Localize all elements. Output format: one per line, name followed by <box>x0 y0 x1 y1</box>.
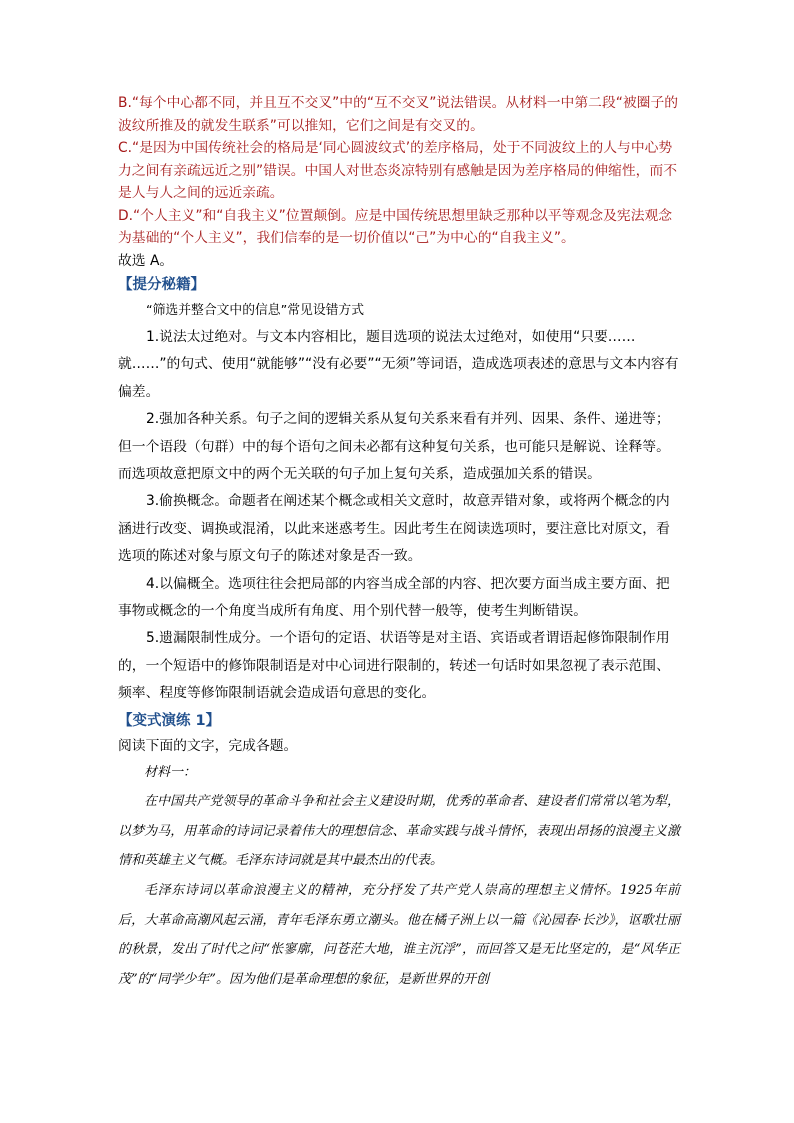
tip-item-partial: 4.以偏概全。选项往往会把局部的内容当成全部的内容、把次要方面当成主要方面、把事物或概念的一个角度当成所有角度、用个别代替一般等，使考生判断错误。 <box>118 575 670 620</box>
answer-analysis <box>118 92 680 250</box>
tip-item-modifier: 5.遗漏限制性成分。一个语句的定语、状语等是对主语、宾语或者谓语起修饰限制作用的，一个短语中的修饰限制语是对中心词进行限制的，转述一句话时如果忽视了表示范围、频率、程度等修饰限制语就会造成语句意思的变化。 <box>118 630 670 702</box>
material-label: 材料一： <box>144 764 197 780</box>
material-paragraph: 在中国共产党领导的革命斗争和社会主义建设时期，优秀的革命者、建设者们常常以笔为犁，以梦为马，用革命的诗词记录着伟大的理想信念、革命实践与战斗情怀，表现出昂扬的浪漫主义激情和英雄主义气概。毛泽东诗词就是其中最杰出的代表。 <box>118 794 680 869</box>
material-one <box>118 758 680 995</box>
tips-section-title: 【提分秘籍】 <box>118 277 205 293</box>
document-page <box>118 92 680 994</box>
tip-item-absolute: 1.说法太过绝对。与文本内容相比，题目选项的说法太过绝对，如使用“只要……就……”的句式、使用“就能够”“没有必要”“无须”等词语，造成选项表述的意思与文本内容有偏差。 <box>118 329 679 400</box>
tips-lead: “筛选并整合文中的信息”常见设错方式 <box>146 303 365 318</box>
exercise-section-title: 【变式演练 1】 <box>118 712 221 729</box>
tip-item-relations: 2.强加各种关系。句子之间的逻辑关系从复句关系来看有并列、因果、条件、递进等；但一个语段（句群）中的每个语句之间未必都有这种复句关系，也可能只是解说、诠释等。而选项故意把原文中的两个无关联的句子加上复句关系，造成强加关系的错误。 <box>118 411 670 483</box>
answer-conclusion: 故选 A。 <box>118 252 174 269</box>
tips-list <box>118 297 680 708</box>
tip-item-concept: 3.偷换概念。命题者在阐述某个概念或相关文意时，故意弄错对象，或将两个概念的内涵进行改变、调换或混淆，以此来迷惑考生。因此考生在阅读选项时，要注意比对原文，看选项的陈述对象与原文句子的陈述对象是否一致。 <box>118 493 670 565</box>
option-c-analysis: C.“是因为中国传统社会的格局是‘同心圆波纹式’的差序格局，处于不同波纹上的人与中心势力之间有亲疏远近之别”错误。中国人对世态炎凉特别有感触是因为差序格局的伸缩性，而不是人与人之间的远近亲疏。 <box>118 140 678 201</box>
material-paragraph: 毛泽东诗词以革命浪漫主义的精神，充分抒发了共产党人崇高的理想主义情怀。1925年前后，大革命高潮风起云涌，青年毛泽东勇立潮头。他在橘子洲上以一篇《沁园春·长沙》，讴歌壮丽的秋景，发出了时代之问“怅寥廓，问苍茫大地，谁主沉浮”，而回答又是无比坚定的，是“风华正茂”的“同学少年”。因为他们是革命理想的象征，是新世界的开创 <box>118 883 680 987</box>
option-b-analysis: B.“每个中心都不同，并且互不交叉”中的“互不交叉”说法错误。从材料一中第二段“被圈子的波纹所推及的就发生联系”可以推知，它们之间是有交叉的。 <box>118 95 679 134</box>
answer-conclusion-block <box>118 250 680 273</box>
option-d-analysis: D.“个人主义”和“自我主义”位置颠倒。应是中国传统思想里缺乏那种以平等观念及宪法观念为基础的“个人主义”，我们信奉的是一切价值以“己”为中心的“自我主义”。 <box>118 207 673 246</box>
exercise-instruction: 阅读下面的文字，完成各题。 <box>118 737 298 754</box>
